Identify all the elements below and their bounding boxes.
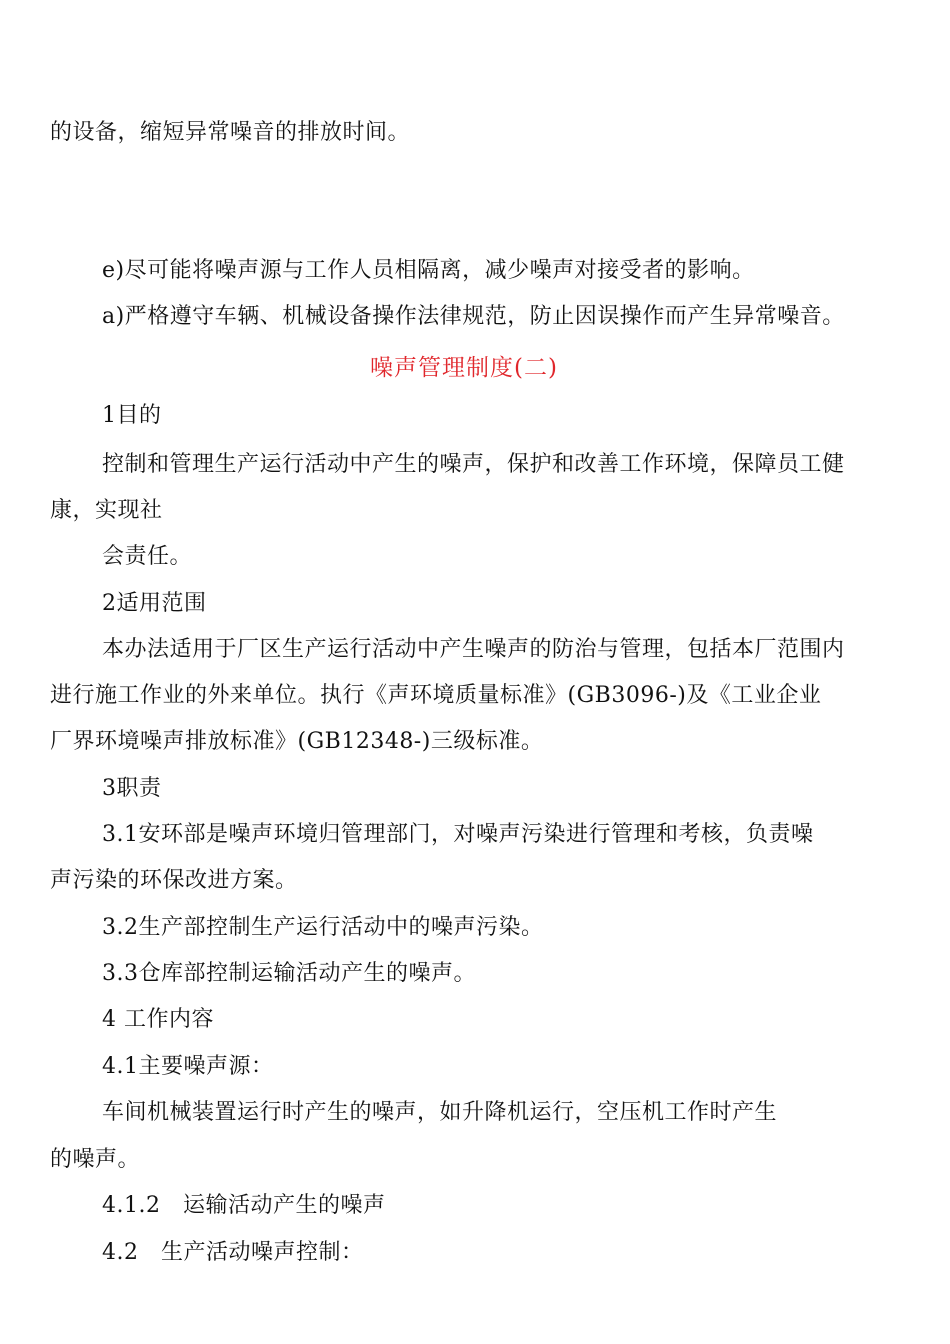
section-heading: 1目的 (102, 403, 162, 428)
paragraph-line: 声污染的环保改进方案。 (50, 868, 298, 893)
paragraph-line: 车间机械装置运行时产生的噪声，如升降机运行，空压机工作时产生 (102, 1100, 778, 1125)
section-heading: 4 工作内容 (102, 1007, 214, 1032)
subsection-heading: 4.1.2 运输活动产生的噪声 (102, 1193, 386, 1218)
paragraph-line: 厂界环境噪声排放标准》(GB12348-)三级标准。 (50, 729, 544, 754)
paragraph-line: 3.3仓库部控制运输活动产生的噪声。 (102, 961, 476, 986)
subsection-heading: 4.2 生产活动噪声控制： (102, 1240, 364, 1265)
paragraph-line: 康，实现社 (50, 498, 163, 523)
paragraph-line: a)严格遵守车辆、机械设备操作法律规范，防止因误操作而产生异常噪音。 (102, 304, 845, 329)
paragraph-line: 的噪声。 (50, 1147, 141, 1172)
paragraph-line: 控制和管理生产运行活动中产生的噪声，保护和改善工作环境，保障员工健 (102, 452, 845, 477)
paragraph-line: e)尽可能将噪声源与工作人员相隔离，减少噪声对接受者的影响。 (102, 258, 755, 283)
section-heading: 3职责 (102, 776, 162, 801)
section-heading: 2适用范围 (102, 591, 207, 616)
paragraph-line: 本办法适用于厂区生产运行活动中产生噪声的防治与管理，包括本厂范围内 (102, 637, 845, 662)
subsection-heading: 4.1主要噪声源： (102, 1054, 274, 1079)
document-title: 噪声管理制度(二) (370, 355, 558, 381)
paragraph-line: 的设备，缩短异常噪音的排放时间。 (50, 120, 411, 145)
paragraph-line: 3.2生产部控制生产运行活动中的噪声污染。 (102, 915, 544, 940)
paragraph-line: 进行施工作业的外来单位。执行《声环境质量标准》(GB3096-)及《工业企业 (50, 683, 822, 708)
paragraph-line: 3.1安环部是噪声环境归管理部门，对噪声污染进行管理和考核，负责噪 (102, 822, 814, 847)
paragraph-line: 会责任。 (102, 544, 193, 569)
